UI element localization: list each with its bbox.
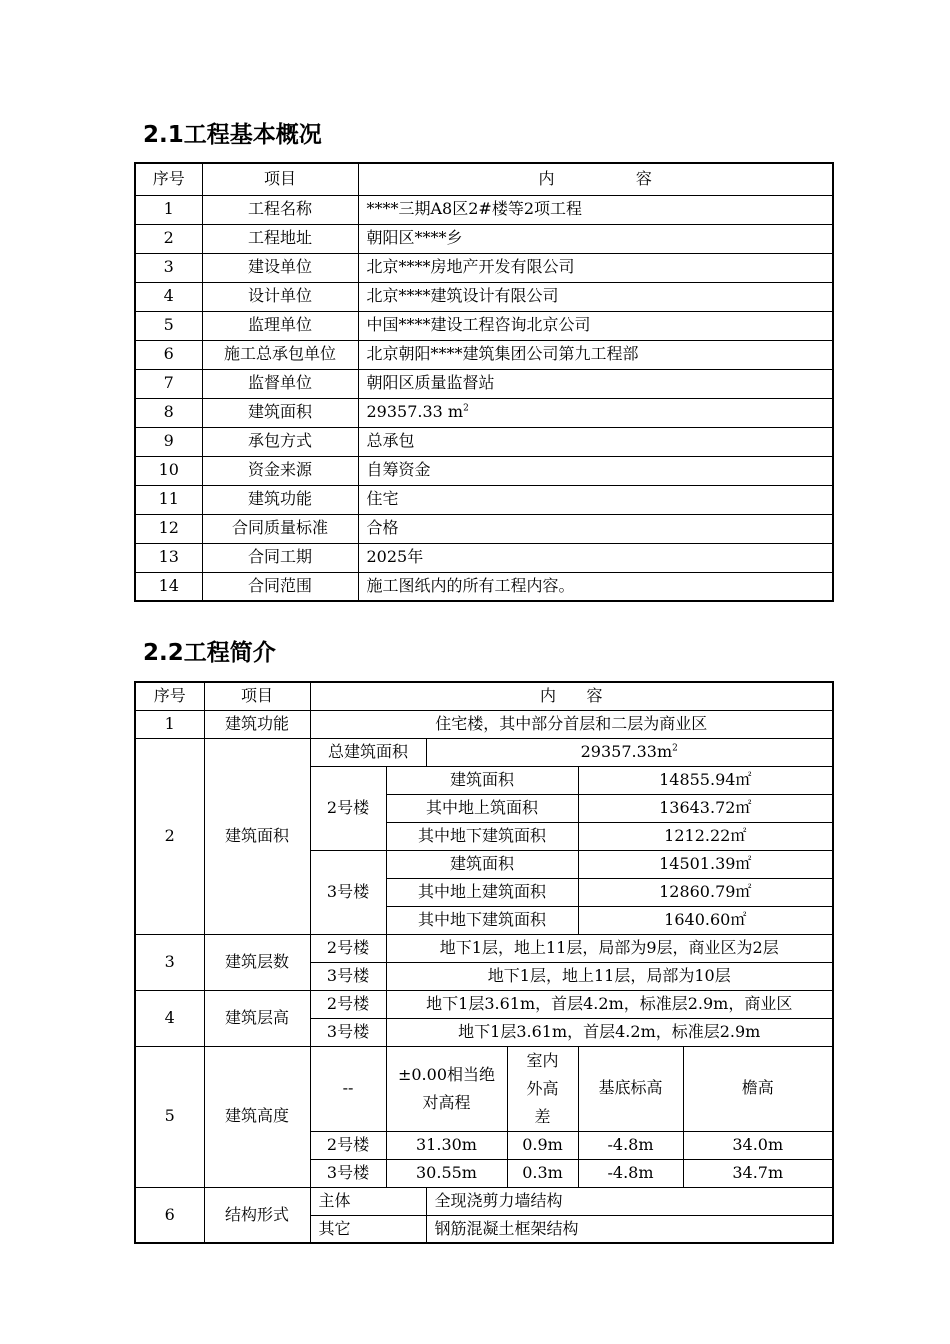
floors-text: 地下1层，地上11层，局部为9层，商业区为2层 xyxy=(386,934,833,962)
height-value: 34.7m xyxy=(683,1159,833,1187)
row-content xyxy=(358,398,833,427)
structure-value: 全现浇剪力墙结构 xyxy=(426,1187,833,1215)
table-header-row xyxy=(135,682,833,710)
total-area-value xyxy=(426,738,833,766)
height-header: 基底标高 xyxy=(578,1046,683,1131)
row-content: 合格 xyxy=(358,514,833,543)
area-label: 其中地上筑面积 xyxy=(386,794,578,822)
height-value: -4.8m xyxy=(578,1131,683,1159)
building-3-label: 3号楼 xyxy=(310,850,386,934)
row-item: 建筑高度 xyxy=(204,1046,310,1187)
row-no: 5 xyxy=(135,311,202,340)
row-content: 朝阳区****乡 xyxy=(358,224,833,253)
area-value: 14501.39㎡ xyxy=(578,850,833,878)
height-value: 0.9m xyxy=(507,1131,578,1159)
header-item: 项目 xyxy=(204,682,310,710)
row-no: 4 xyxy=(135,990,204,1046)
row-no: 1 xyxy=(135,195,202,224)
structure-label: 其它 xyxy=(310,1215,426,1243)
row-item: 监督单位 xyxy=(202,369,358,398)
row-no: 11 xyxy=(135,485,202,514)
header-content: 内 容 xyxy=(358,163,833,195)
row-content: 自筹资金 xyxy=(358,456,833,485)
row-item: 设计单位 xyxy=(202,282,358,311)
area-value: 1212.22㎡ xyxy=(578,822,833,850)
storey-height-text: 地下1层3.61m，首层4.2m，标准层2.9m，商业区 xyxy=(386,990,833,1018)
row-content: 朝阳区质量监督站 xyxy=(358,369,833,398)
area-value: 1640.60㎡ xyxy=(578,906,833,934)
table-row xyxy=(135,195,833,224)
row-item: 资金来源 xyxy=(202,456,358,485)
area-label: 其中地下建筑面积 xyxy=(386,822,578,850)
area-value: 29357.33 m xyxy=(366,402,464,422)
row-item: 结构形式 xyxy=(204,1187,310,1243)
row-item: 建筑功能 xyxy=(204,710,310,738)
building-3-label: 3号楼 xyxy=(310,1159,386,1187)
table-row xyxy=(135,738,833,766)
area-value: 12860.79㎡ xyxy=(578,878,833,906)
table-row xyxy=(135,253,833,282)
row-no: 4 xyxy=(135,282,202,311)
row-item: 施工总承包单位 xyxy=(202,340,358,369)
building-2-label: 2号楼 xyxy=(310,766,386,850)
table-header-row xyxy=(135,163,833,195)
row-no: 8 xyxy=(135,398,202,427)
header-content: 内 容 xyxy=(310,682,833,710)
row-no: 1 xyxy=(135,710,204,738)
area-label: 其中地上建筑面积 xyxy=(386,878,578,906)
section-title-2-2: 2.2工程简介 xyxy=(143,640,276,666)
row-no: 2 xyxy=(135,224,202,253)
area-label: 建筑面积 xyxy=(386,766,578,794)
height-header: 室内外高差 xyxy=(507,1046,578,1131)
row-item: 工程地址 xyxy=(202,224,358,253)
table-row xyxy=(135,282,833,311)
total-area-number: 29357.33m xyxy=(580,741,673,761)
table-row xyxy=(135,369,833,398)
row-no: 7 xyxy=(135,369,202,398)
table-row xyxy=(135,427,833,456)
building-2-label: 2号楼 xyxy=(310,990,386,1018)
row-no: 3 xyxy=(135,934,204,990)
row-item: 合同工期 xyxy=(202,543,358,572)
table-row xyxy=(135,340,833,369)
row-item: 监理单位 xyxy=(202,311,358,340)
row-content: 住宅楼，其中部分首层和二层为商业区 xyxy=(310,710,833,738)
height-value: -4.8m xyxy=(578,1159,683,1187)
superscript: 2 xyxy=(672,743,678,754)
table-row xyxy=(135,456,833,485)
row-content: 住宅 xyxy=(358,485,833,514)
table-row xyxy=(135,398,833,427)
row-item: 承包方式 xyxy=(202,427,358,456)
height-header: 檐高 xyxy=(683,1046,833,1131)
building-2-label: 2号楼 xyxy=(310,934,386,962)
building-3-label: 3号楼 xyxy=(310,1018,386,1046)
floors-text: 地下1层，地上11层，局部为10层 xyxy=(386,962,833,990)
row-content: 北京朝阳****建筑集团公司第九工程部 xyxy=(358,340,833,369)
row-no: 12 xyxy=(135,514,202,543)
row-no: 10 xyxy=(135,456,202,485)
row-item: 建筑功能 xyxy=(202,485,358,514)
row-item: 建筑面积 xyxy=(204,738,310,934)
row-content: 中国****建设工程咨询北京公司 xyxy=(358,311,833,340)
row-item: 建筑层高 xyxy=(204,990,310,1046)
project-intro-table xyxy=(134,681,834,1244)
row-item: 合同质量标准 xyxy=(202,514,358,543)
height-value: 30.55m xyxy=(386,1159,507,1187)
row-item: 建筑面积 xyxy=(202,398,358,427)
row-no: 5 xyxy=(135,1046,204,1187)
area-value: 13643.72㎡ xyxy=(578,794,833,822)
row-item: 建设单位 xyxy=(202,253,358,282)
section-title-2-1: 2.1工程基本概况 xyxy=(143,122,322,148)
height-value: 34.0m xyxy=(683,1131,833,1159)
row-item: 合同范围 xyxy=(202,572,358,601)
height-value: 31.30m xyxy=(386,1131,507,1159)
table-row xyxy=(135,934,833,962)
building-3-label: 3号楼 xyxy=(310,962,386,990)
row-no: 9 xyxy=(135,427,202,456)
superscript: 2 xyxy=(463,403,469,414)
row-content: 总承包 xyxy=(358,427,833,456)
area-value: 14855.94㎡ xyxy=(578,766,833,794)
building-2-label: 2号楼 xyxy=(310,1131,386,1159)
structure-label: 主体 xyxy=(310,1187,426,1215)
row-item: 建筑层数 xyxy=(204,934,310,990)
area-label: 建筑面积 xyxy=(386,850,578,878)
row-no: 6 xyxy=(135,340,202,369)
total-area-label: 总建筑面积 xyxy=(310,738,426,766)
row-no: 3 xyxy=(135,253,202,282)
table-row xyxy=(135,990,833,1018)
row-no: 2 xyxy=(135,738,204,934)
row-no: 13 xyxy=(135,543,202,572)
row-content: 施工图纸内的所有工程内容。 xyxy=(358,572,833,601)
row-content: ****三期A8区2#楼等2项工程 xyxy=(358,195,833,224)
table-row xyxy=(135,543,833,572)
table-row xyxy=(135,572,833,601)
row-no: 14 xyxy=(135,572,202,601)
row-content: 北京****房地产开发有限公司 xyxy=(358,253,833,282)
area-label: 其中地下建筑面积 xyxy=(386,906,578,934)
table-row xyxy=(135,514,833,543)
row-item: 工程名称 xyxy=(202,195,358,224)
table-row xyxy=(135,485,833,514)
row-content: 2025年 xyxy=(358,543,833,572)
table-row xyxy=(135,710,833,738)
structure-value: 钢筋混凝土框架结构 xyxy=(426,1215,833,1243)
height-header: ±0.00相当绝对高程 xyxy=(386,1046,507,1131)
table-row xyxy=(135,1046,833,1131)
height-header: -- xyxy=(310,1046,386,1131)
table-row xyxy=(135,1187,833,1215)
basic-overview-table xyxy=(134,162,834,602)
header-no: 序号 xyxy=(135,682,204,710)
table-row xyxy=(135,311,833,340)
header-no: 序号 xyxy=(135,163,202,195)
storey-height-text: 地下1层3.61m，首层4.2m，标准层2.9m xyxy=(386,1018,833,1046)
table-row xyxy=(135,224,833,253)
row-no: 6 xyxy=(135,1187,204,1243)
height-value: 0.3m xyxy=(507,1159,578,1187)
row-content: 北京****建筑设计有限公司 xyxy=(358,282,833,311)
header-item: 项目 xyxy=(202,163,358,195)
